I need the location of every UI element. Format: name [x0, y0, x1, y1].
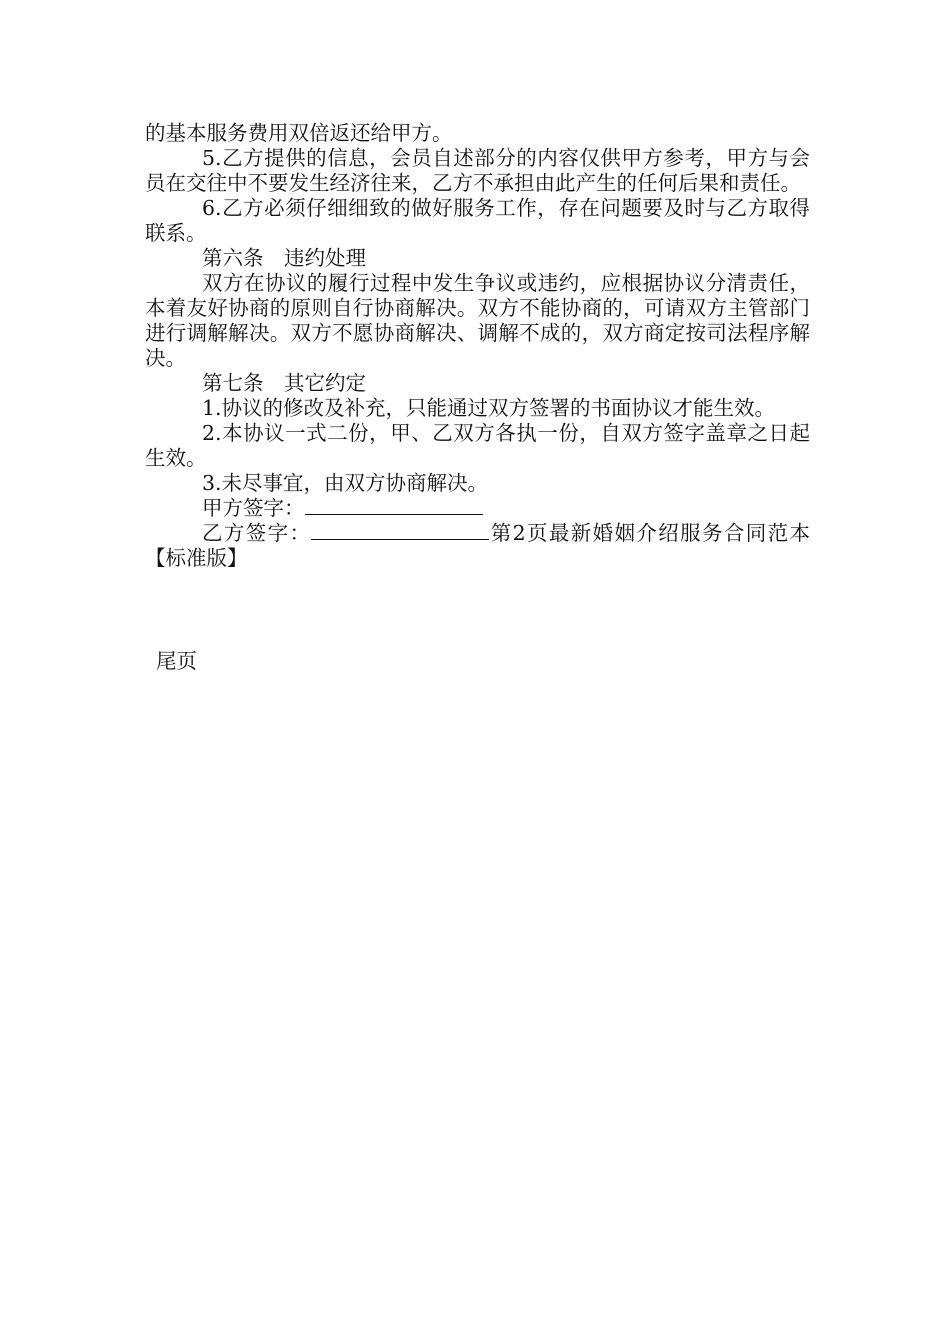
signature-a-row: [145, 496, 810, 521]
signature-a-line: [305, 496, 483, 515]
clause-5: 5.乙方提供的信息，会员自述部分的内容仅供甲方参考，甲方与会员在交往中不要发生经济往来，乙方不承担由此产生的任何后果和责任。: [145, 146, 810, 195]
other-clause-3: 3.未尽事宜，由双方协商解决。: [202, 471, 489, 495]
signature-b-label: 乙方签字：: [202, 521, 312, 545]
signature-b-line: [311, 521, 489, 540]
signature-a-label: 甲方签字：: [202, 496, 305, 520]
other-clause-1: 1.协议的修改及补充，只能通过双方签署的书面协议才能生效。: [202, 396, 776, 420]
document-body: [145, 121, 810, 571]
section-heading-article-6: 第六条 违约处理: [202, 246, 366, 270]
breach-paragraph: 双方在协议的履行过程中发生争议或违约，应根据协议分清责任，本着友好协商的原则自行协商解决。双方不能协商的，可请双方主管部门进行调解解决。双方不愿协商解决、调解不成的，双方商定按司法程序解决。: [145, 271, 810, 370]
page-note: 第2页最新婚姻介绍服务合同范本【标准版】: [145, 521, 811, 570]
clause-6: 6.乙方必须仔细细致的做好服务工作，存在问题要及时与乙方取得联系。: [145, 196, 810, 245]
footer-label: 尾页: [156, 649, 197, 673]
other-clause-2: 2.本协议一式二份，甲、乙双方各执一份，自双方签字盖章之日起生效。: [145, 421, 810, 470]
paragraph-continuation: 的基本服务费用双倍返还给甲方。: [145, 121, 453, 145]
signature-b-row: [145, 521, 810, 571]
section-heading-article-7: 第七条 其它约定: [202, 371, 366, 395]
